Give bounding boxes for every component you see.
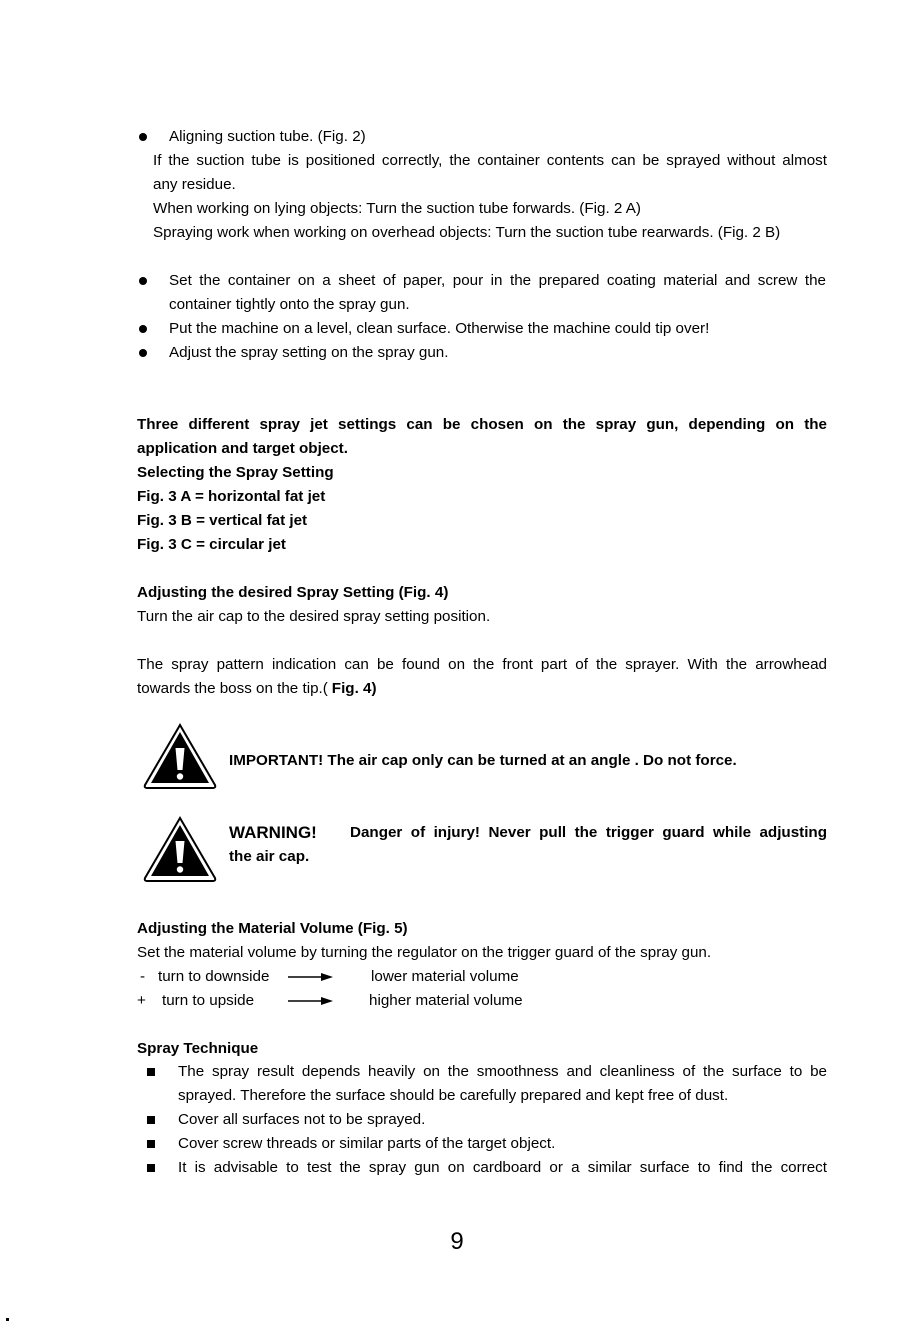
settings-intro: application and target object. xyxy=(137,440,348,457)
suction-text-line: When working on lying objects: Turn the suction tube forwards. (Fig. 2 A) xyxy=(153,200,641,217)
settings-intro: Three different spray jet settings can be chosen on the spray gun, depending on the xyxy=(137,416,827,433)
technique-item: Cover screw threads or similar parts of the target object. xyxy=(178,1135,556,1152)
technique-item: It is advisable to test the spray gun on cardboard or a similar surface to find the correct xyxy=(178,1159,827,1176)
square-bullet xyxy=(147,1116,155,1124)
page-number: 9 xyxy=(450,1228,464,1255)
fig3b-label: Fig. 3 B = vertical fat jet xyxy=(137,512,308,529)
bullet-text: Adjust the spray setting on the spray gun. xyxy=(169,344,449,361)
technique-item: Cover all surfaces not to be sprayed. xyxy=(178,1111,426,1128)
warning-text: the air cap. xyxy=(229,848,310,865)
bullet-dot xyxy=(139,133,147,141)
material-row-result: higher material volume xyxy=(369,992,523,1009)
important-text: IMPORTANT! The air cap only can be turned at an angle . Do not force. xyxy=(229,752,737,769)
pattern-text-plain: towards the boss on the tip.( xyxy=(137,680,328,697)
material-row-action: turn to upside xyxy=(162,992,255,1009)
material-row-sign: + xyxy=(137,992,146,1009)
pattern-text-fig: Fig. 4) xyxy=(331,680,377,697)
technique-heading: Spray Technique xyxy=(137,1040,259,1057)
bullet-text: Set the container on a sheet of paper, pour in the prepared coating material and screw the xyxy=(169,272,826,289)
arrow-right-icon xyxy=(288,972,334,982)
bullet-text: container tightly onto the spray gun. xyxy=(169,296,410,313)
technique-item: The spray result depends heavily on the smoothness and cleanliness of the surface to be xyxy=(178,1063,827,1080)
fig3a-label: Fig. 3 A = horizontal fat jet xyxy=(137,488,326,505)
warning-triangle-icon xyxy=(142,815,218,883)
square-bullet xyxy=(147,1164,155,1172)
suction-text-line: Spraying work when working on overhead objects: Turn the suction tube rearwards. (Fig. 2 B) xyxy=(153,224,781,241)
adjust-setting-text: Turn the air cap to the desired spray setting position. xyxy=(137,608,491,625)
material-heading: Adjusting the Material Volume (Fig. 5) xyxy=(137,920,408,937)
bullet-dot xyxy=(139,277,147,285)
material-text: Set the material volume by turning the regulator on the trigger guard of the spray gun. xyxy=(137,944,712,961)
square-bullet xyxy=(147,1068,155,1076)
warning-triangle-icon xyxy=(142,722,218,790)
technique-item: sprayed. Therefore the surface should be carefully prepared and kept free of dust. xyxy=(178,1087,729,1104)
suction-text-line: any residue. xyxy=(153,176,236,193)
warning-text: Danger of injury! Never pull the trigger guard while adjusting xyxy=(350,824,827,841)
arrow-right-icon xyxy=(288,996,334,1006)
material-row-result: lower material volume xyxy=(371,968,519,985)
pattern-text: The spray pattern indication can be found on the front part of the sprayer. With the arrowhead xyxy=(137,656,827,673)
suction-bullet-text: Aligning suction tube. (Fig. 2) xyxy=(169,128,366,145)
scan-speck xyxy=(6,1318,9,1321)
bullet-dot xyxy=(139,349,147,357)
warning-label: WARNING! xyxy=(229,823,317,842)
adjust-setting-heading: Adjusting the desired Spray Setting (Fig. 4) xyxy=(137,584,449,601)
bullet-text: Put the machine on a level, clean surface. Otherwise the machine could tip over! xyxy=(169,320,710,337)
suction-text-line: If the suction tube is positioned correctly, the container contents can be sprayed without almost xyxy=(153,152,827,169)
settings-heading: Selecting the Spray Setting xyxy=(137,464,334,481)
square-bullet xyxy=(147,1140,155,1148)
material-row-sign: - xyxy=(140,968,146,985)
bullet-dot xyxy=(139,325,147,333)
material-row-action: turn to downside xyxy=(158,968,270,985)
pattern-text xyxy=(137,677,377,701)
fig3c-label: Fig. 3 C = circular jet xyxy=(137,536,286,553)
